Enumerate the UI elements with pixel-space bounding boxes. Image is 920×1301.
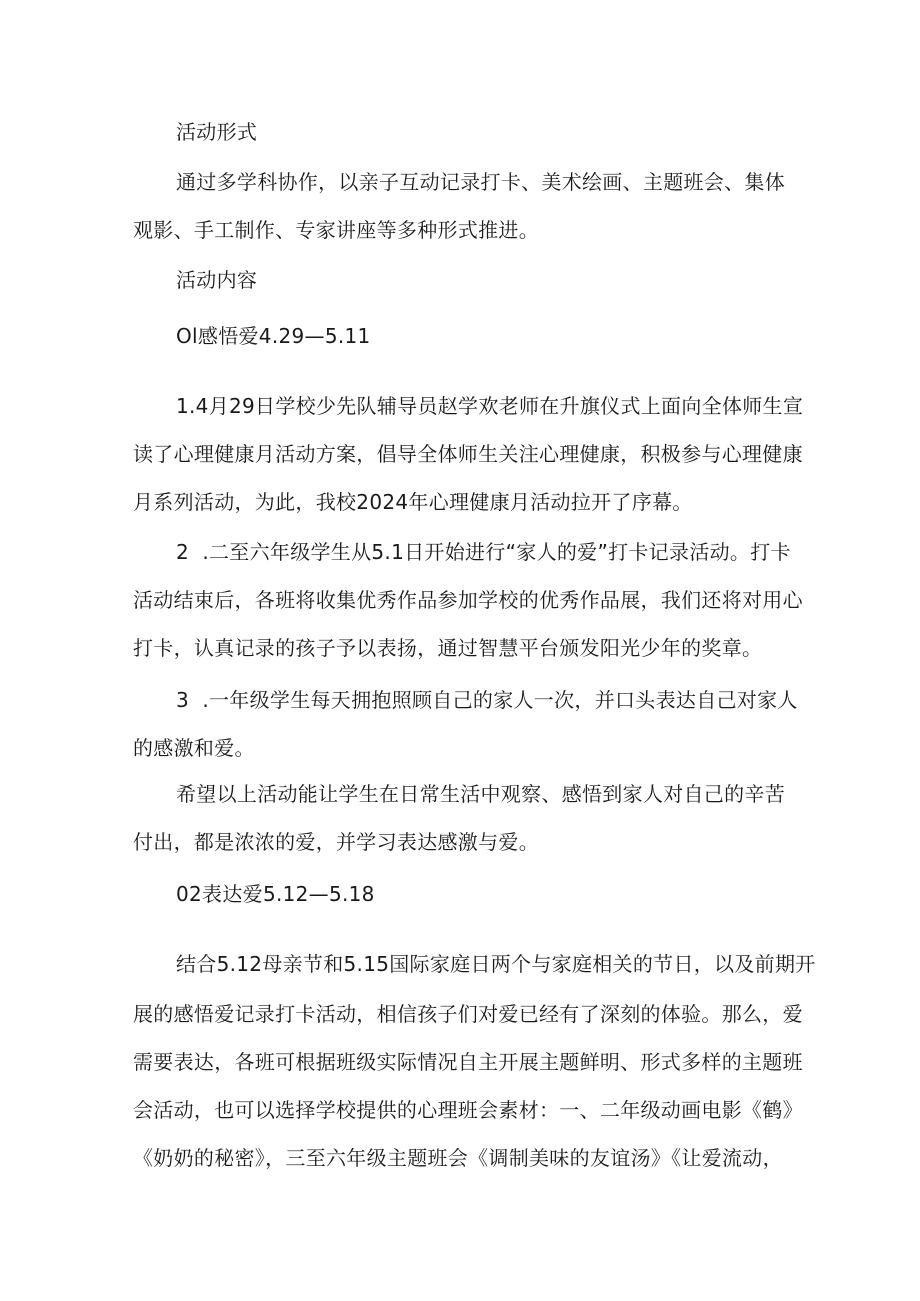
hope-paragraph-line: 付出，都是浓浓的爱，并学习表达感激与爱。	[133, 830, 539, 854]
item-1-line: 月系列活动，为此，我校2024年心理健康月活动拉开了序幕。	[133, 490, 693, 514]
hope-paragraph-line: 希望以上活动能让学生在日常生活中观察、感悟到家人对自己的辛苦	[176, 782, 785, 806]
section-2-paragraph-line: 展的感悟爱记录打卡活动，相信孩子们对爱已经有了深刻的体验。那么，爱	[133, 1002, 803, 1026]
item-1-line: 1.4月29日学校少先队辅导员赵学欢老师在升旗仪式上面向全体师生宣	[176, 394, 804, 418]
form-paragraph-line: 通过多学科协作，以亲子互动记录打卡、美术绘画、主题班会、集体	[176, 170, 785, 194]
section-2-paragraph-line: 《奶奶的秘密》，三至六年级主题班会《调制美味的友谊汤》《让爱流动，	[133, 1146, 783, 1170]
form-paragraph-line: 观影、手工制作、专家讲座等多种形式推进。	[133, 218, 539, 242]
item-3-line: 的感激和爱。	[133, 736, 255, 760]
section-2-paragraph-line: 会活动，也可以选择学校提供的心理班会素材：一、二年级动画电影《鹤》	[133, 1098, 803, 1122]
item-2-line: 打卡，认真记录的孩子予以表扬，通过智慧平台颁发阳光少年的奖章。	[133, 636, 763, 660]
section-title-2: 02表达爱5.12—5.18	[176, 882, 375, 906]
section-title-1: Ol感悟爱4.29—5.11	[176, 324, 371, 348]
item-3-line: 3 .一年级学生每天拥抱照顾自己的家人一次，并口头表达自己对家人	[176, 688, 798, 712]
heading-activity-form: 活动形式	[176, 120, 258, 144]
item-1-line: 读了心理健康月活动方案，倡导全体师生关注心理健康，积极参与心理健康	[133, 442, 803, 466]
heading-activity-content: 活动内容	[176, 268, 258, 292]
section-2-paragraph-line: 结合5.12母亲节和5.15国际家庭日两个与家庭相关的节日，以及前期开	[176, 952, 816, 976]
section-2-paragraph-line: 需要表达，各班可根据班级实际情况自主开展主题鲜明、形式多样的主题班	[133, 1050, 803, 1074]
item-2-line: 2 .二至六年级学生从5.1日开始进行“家人的爱”打卡记录活动。打卡	[176, 540, 791, 564]
item-2-line: 活动结束后，各班将收集优秀作品参加学校的优秀作品展，我们还将对用心	[133, 588, 803, 612]
